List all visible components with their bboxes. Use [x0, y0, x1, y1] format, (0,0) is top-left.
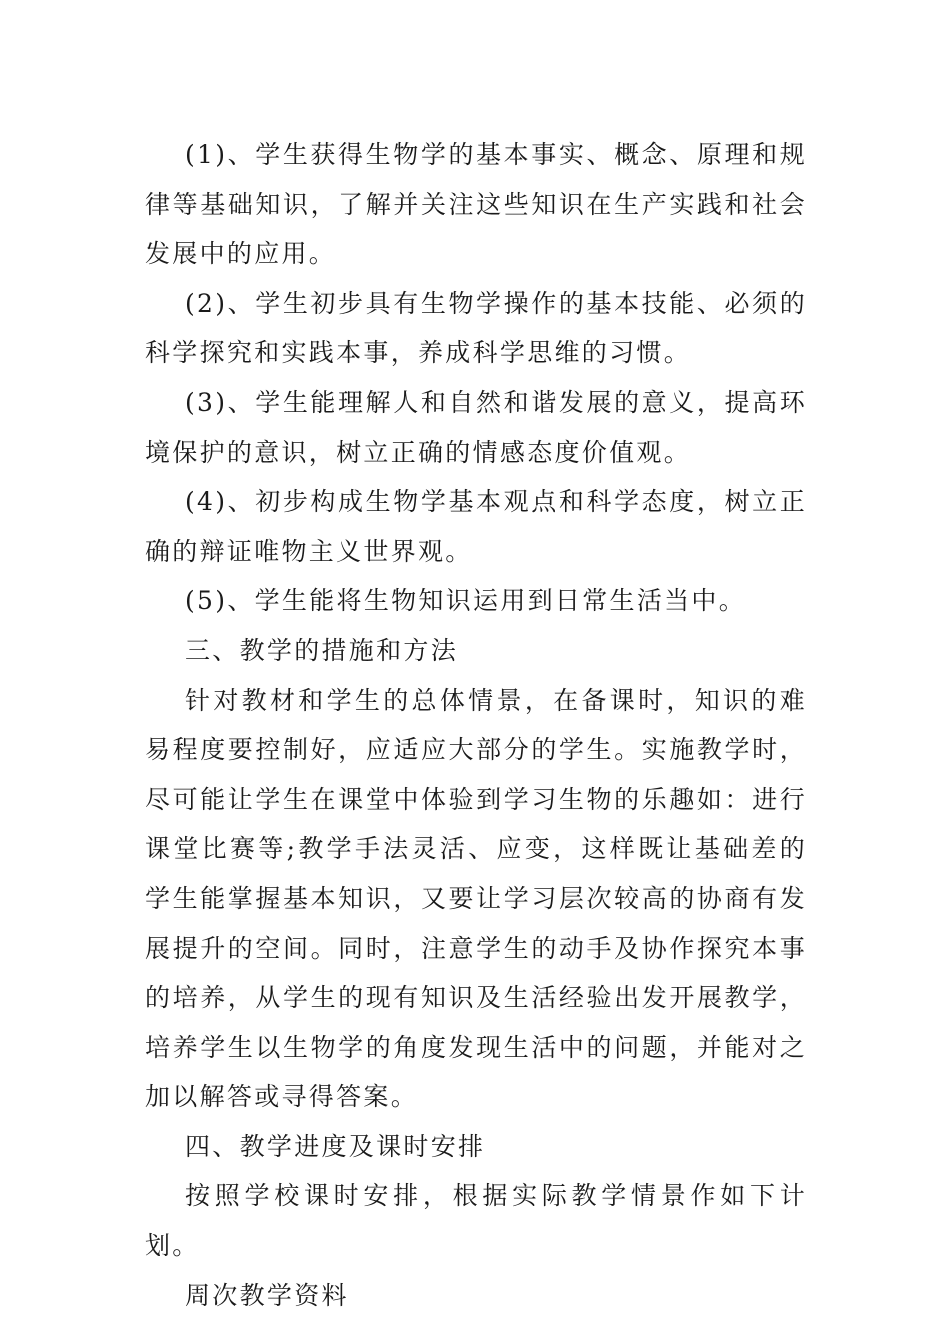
section-3-heading: 三、教学的措施和方法: [185, 635, 459, 665]
objective-4-paragraph: (4)、初步构成生物学基本观点和科学态度，树立正确的辩证唯物主义世界观。: [145, 487, 807, 566]
objective-3-paragraph: (3)、学生能理解人和自然和谐发展的意义，提高环境保护的意识，树立正确的情感态度价值观。: [145, 387, 807, 467]
methods-paragraph: 针对教材和学生的总体情景，在备课时，知识的难易程度要控制好，应适应大部分的学生。实施教学时，尽可能让学生在课堂中体验到学习生物的乐趣如：进行课堂比赛等;教学手法灵活、应变，这样既让基础差的学生能掌握基本知识，又要让学习层次较高的协商有发展提升的空间。同时，注意学生的动手及协作探究本事的培养，从学生的现有知识及生活经验出发开展教学，培养学生以生物学的角度发现生活中的问题，并能对之加以解答或寻得答案。: [145, 685, 807, 1112]
section-4-heading: 四、教学进度及课时安排: [185, 1131, 486, 1161]
objective-2-paragraph: (2)、学生初步具有生物学操作的基本技能、必须的科学探究和实践本事，养成科学思维的习惯。: [145, 288, 807, 368]
document-body: [145, 130, 807, 1320]
week-content-heading: 周次教学资料: [185, 1280, 349, 1310]
objective-5-paragraph: (5)、学生能将生物知识运用到日常生活当中。: [185, 586, 747, 616]
schedule-intro-paragraph: 按照学校课时安排，根据实际教学情景作如下计划。: [145, 1181, 807, 1261]
objective-1-paragraph: (1)、学生获得生物学的基本事实、概念、原理和规律等基础知识，了解并关注这些知识在生产实践和社会发展中的应用。: [145, 140, 807, 269]
